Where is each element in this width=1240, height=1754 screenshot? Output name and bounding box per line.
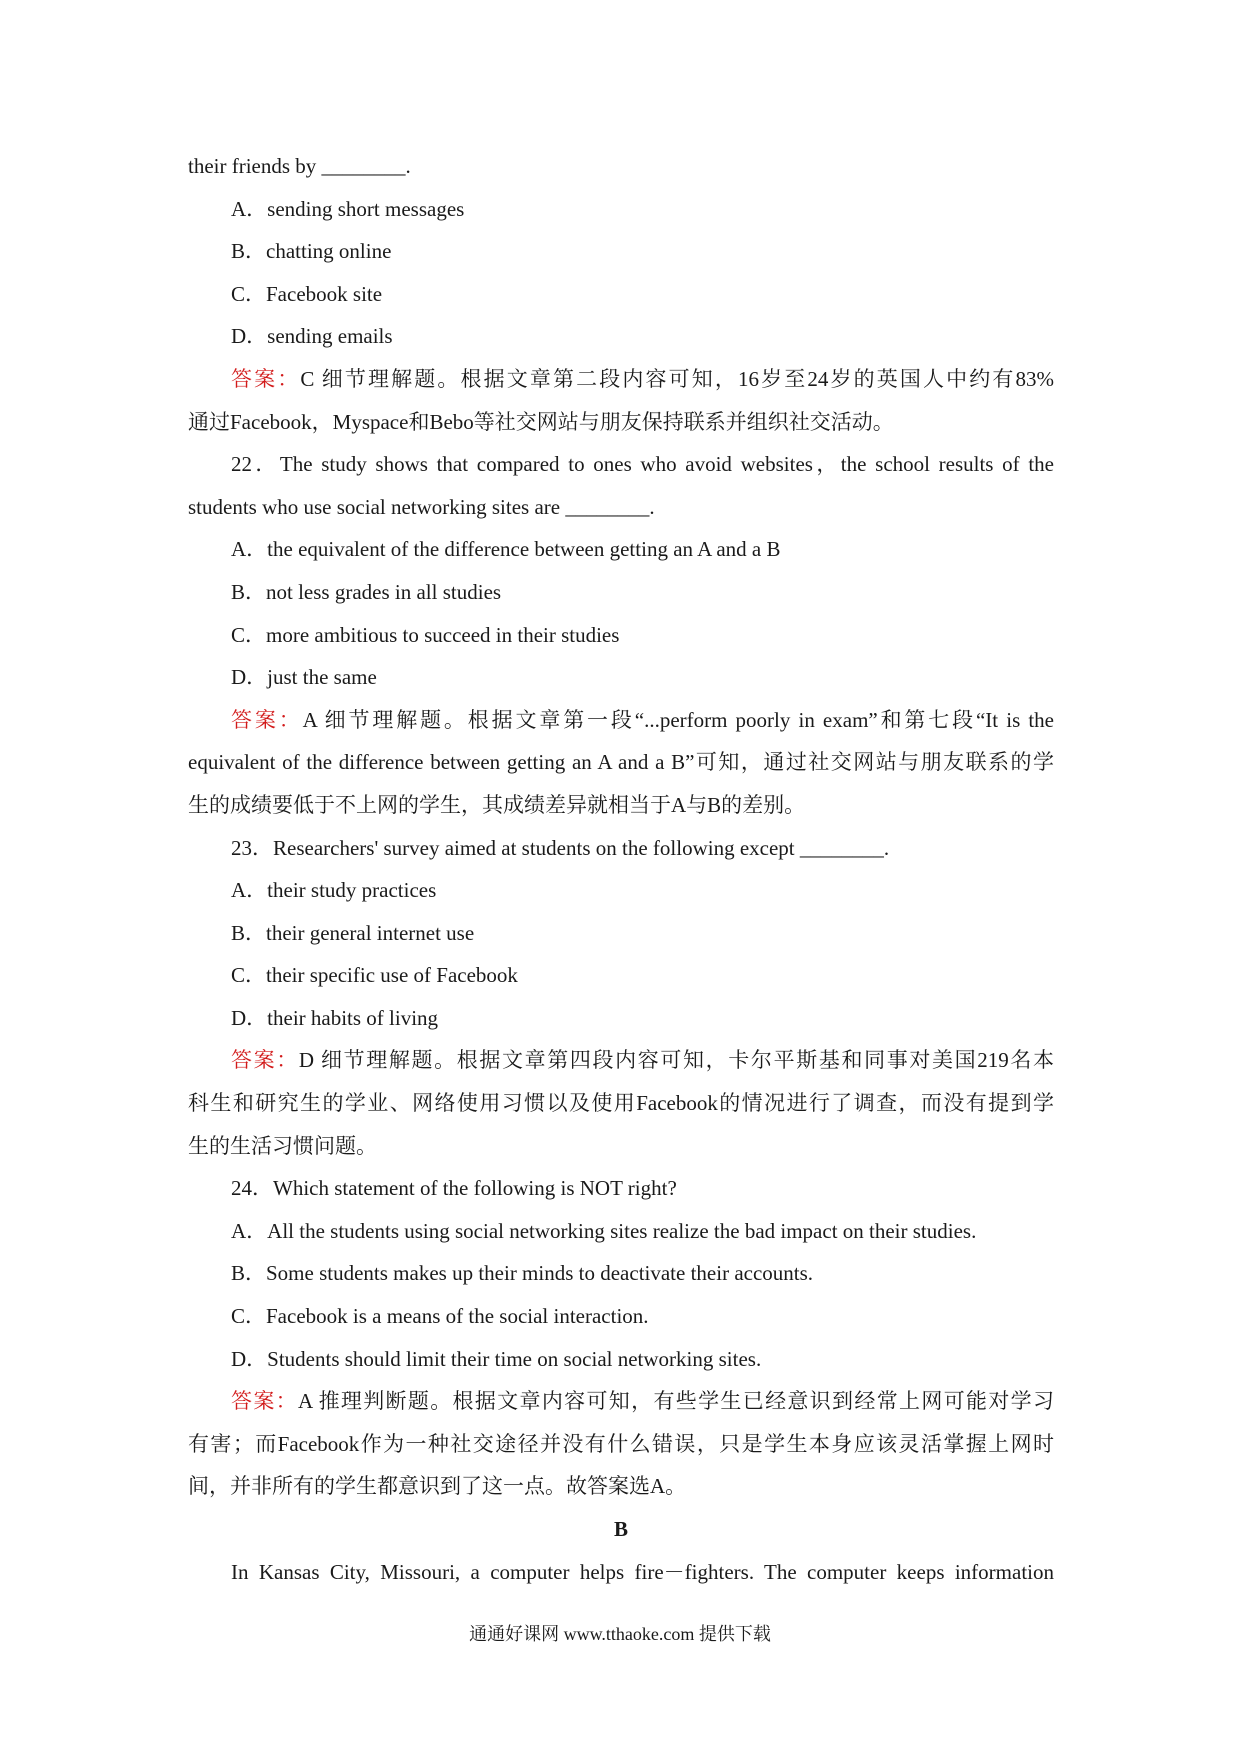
- option-line: D．Students should limit their time on social networking sites.: [231, 1346, 762, 1371]
- option-line: A．their study practices: [231, 878, 437, 903]
- answer-label: 答案：: [231, 366, 301, 391]
- text-line: equivalent of the difference between getting an A and a B”可知，通过社交网站与朋友联系的学: [188, 750, 1054, 775]
- text-line: In Kansas City, Missouri, a computer helps fire－fighters. The computer keeps information: [231, 1559, 1054, 1584]
- text-line: 生的生活习惯问题。: [188, 1133, 377, 1158]
- text-line: students who use social networking sites are ________.: [188, 494, 655, 519]
- page-footer: 通通好课网 www.tthaoke.com 提供下载: [469, 1624, 771, 1644]
- option-line: A．the equivalent of the difference between getting an A and a B: [231, 537, 781, 562]
- text-line: 通过Facebook，Myspace和Bebo等社交网站与朋友保持联系并组织社交活动。: [188, 409, 894, 434]
- answer-text: D 细节理解题。根据文章第四段内容可知，卡尔平斯基和同事对美国219名本: [298, 1048, 1055, 1073]
- option-line: C．their specific use of Facebook: [231, 963, 518, 988]
- option-line: A．sending short messages: [231, 196, 465, 221]
- section-heading: B: [613, 1517, 628, 1541]
- answer-line: [188, 358, 1054, 401]
- document-body: [188, 145, 1054, 1593]
- answer-label: 答案：: [231, 1048, 299, 1073]
- option-line: A．All the students using social networking sites realize the bad impact on their studies.: [231, 1218, 977, 1243]
- option-line: C．Facebook is a means of the social interaction.: [231, 1304, 649, 1329]
- option-line: D．sending emails: [231, 324, 393, 349]
- answer-text: A 细节理解题。根据文章第一段“...perform poorly in exam”和第七段“It is the: [302, 707, 1055, 732]
- answer-label: 答案：: [231, 1389, 298, 1414]
- text-line: 有害；而Facebook作为一种社交途径并没有什么错误，只是学生本身应该灵活掌握上网时: [188, 1431, 1054, 1456]
- option-line: B．Some students makes up their minds to deactivate their accounts.: [231, 1261, 814, 1286]
- option-line: C．more ambitious to succeed in their studies: [231, 622, 620, 647]
- answer-label: 答案：: [231, 707, 303, 732]
- text-line: 24．Which statement of the following is NOT right?: [231, 1176, 677, 1201]
- text-line: 23．Researchers' survey aimed at students on the following except ________.: [231, 835, 890, 860]
- option-line: D．their habits of living: [231, 1005, 439, 1030]
- text-line: their friends by ________.: [188, 154, 411, 178]
- answer-text: C 细节理解题。根据文章第二段内容可知，16岁至24岁的英国人中约有83%: [300, 366, 1054, 391]
- text-line: 间，并非所有的学生都意识到了这一点。故答案选A。: [188, 1474, 687, 1499]
- answer-text: A 推理判断题。根据文章内容可知，有些学生已经意识到经常上网可能对学习: [297, 1389, 1054, 1414]
- option-line: B．chatting online: [231, 239, 392, 264]
- option-line: B．their general internet use: [231, 920, 475, 945]
- text-line: 生的成绩要低于不上网的学生，其成绩差异就相当于A与B的差别。: [188, 792, 806, 817]
- answer-line: [188, 1039, 1054, 1082]
- answer-line: [188, 1380, 1054, 1423]
- text-line: 科生和研究生的学业、网络使用习惯以及使用Facebook的情况进行了调查，而没有提到学: [188, 1091, 1054, 1116]
- text-line: 22．The study shows that compared to ones who avoid websites，the school results of the: [231, 452, 1054, 477]
- answer-line: [188, 699, 1054, 742]
- option-line: B．not less grades in all studies: [231, 579, 502, 604]
- option-line: C．Facebook site: [231, 281, 383, 306]
- option-line: D．just the same: [231, 665, 377, 690]
